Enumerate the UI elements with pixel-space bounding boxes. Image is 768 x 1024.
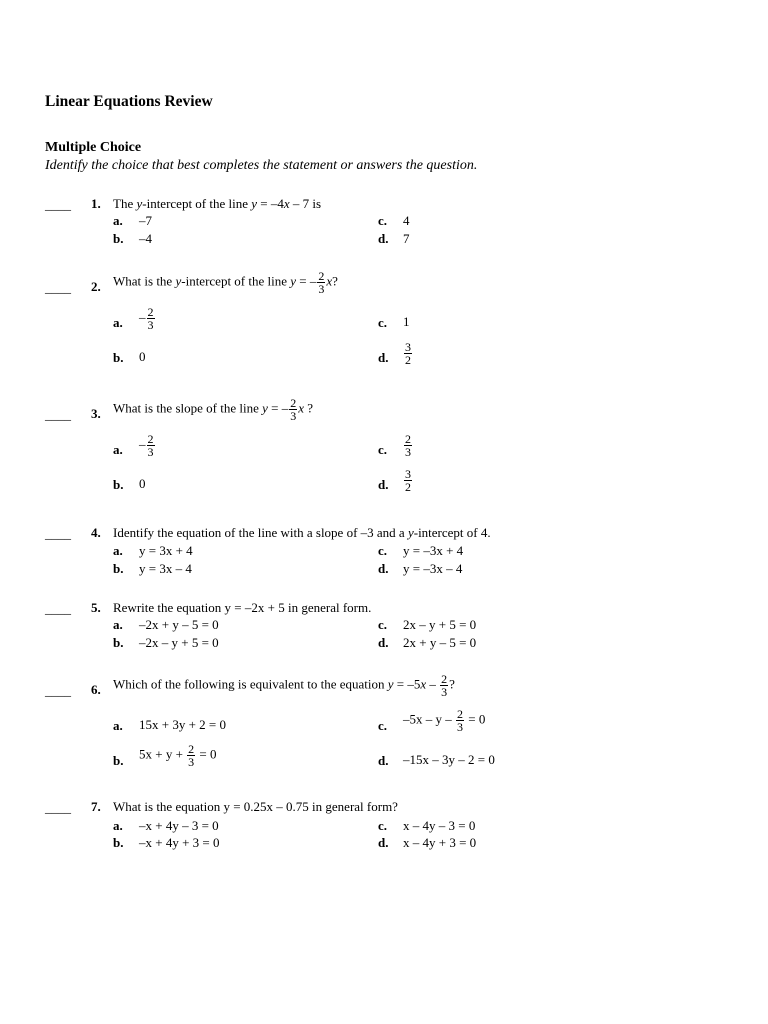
question-number: 2.	[91, 279, 101, 294]
option-c-label: c.	[378, 718, 388, 733]
option-d[interactable]: x – 4y + 3 = 0	[403, 835, 477, 850]
option-a[interactable]: –x + 4y – 3 = 0	[139, 818, 219, 833]
option-b[interactable]: y = 3x – 4	[139, 561, 192, 576]
option-b[interactable]: 0	[139, 476, 146, 491]
option-a-label: a.	[113, 213, 123, 228]
page-title: Linear Equations Review	[45, 93, 213, 110]
option-d[interactable]: $\frac{3}{2}$	[405, 467, 411, 494]
question-stem: The y-intercept of the line y = –4x – 7 is	[113, 196, 322, 211]
question-number: 4.	[91, 525, 101, 540]
answer-blank[interactable]: ____	[45, 526, 71, 541]
option-b-label: b.	[113, 231, 124, 246]
answer-blank[interactable]: ____	[45, 407, 71, 422]
answer-blank[interactable]: ____	[45, 683, 71, 698]
option-d-label: d.	[378, 477, 389, 492]
option-d[interactable]: y = –3x – 4	[403, 561, 463, 576]
section-heading: Multiple Choice	[45, 140, 142, 155]
question-stem: What is the y-intercept of the line y = – $\frac{2}{3}$ x?	[113, 269, 338, 296]
option-c-label: c.	[378, 213, 388, 228]
option-d-label: d.	[378, 561, 389, 576]
option-c[interactable]: 1	[403, 314, 410, 329]
instructions: Identify the choice that best completes the statement or answers the question.	[45, 158, 478, 173]
option-d-label: d.	[378, 635, 389, 650]
answer-blank[interactable]: ____	[45, 197, 71, 212]
option-d[interactable]: –15x – 3y – 2 = 0	[403, 752, 495, 767]
question-stem: What is the slope of the line y = – $\frac{2}{3}$ x ?	[113, 396, 314, 423]
answer-blank[interactable]: ____	[45, 800, 71, 815]
option-d[interactable]: $\frac{3}{2}$	[405, 340, 411, 367]
question-stem: What is the equation y = 0.25x – 0.75 in general form?	[113, 799, 398, 814]
option-a[interactable]: 15x + 3y + 2 = 0	[139, 717, 226, 732]
option-b[interactable]: –4	[139, 231, 152, 246]
question-stem: Which of the following is equivalent to the equation y = –5x – $\frac{2}{3}$ ?	[113, 672, 455, 699]
option-a[interactable]: – $\frac{2}{3}$	[139, 432, 154, 459]
option-b[interactable]: –2x – y + 5 = 0	[139, 635, 219, 650]
option-b[interactable]: 5x + y + $\frac{2}{3}$ = 0	[139, 742, 217, 769]
option-d[interactable]: 2x + y – 5 = 0	[403, 635, 477, 650]
question-number: 1.	[91, 196, 101, 211]
question-number: 3.	[91, 406, 101, 421]
question-number: 6.	[91, 682, 101, 697]
question-stem: Identify the equation of the line with a slope of –3 and a y-intercept of 4.	[113, 525, 491, 540]
option-a-label: a.	[113, 315, 123, 330]
fraction: $\frac{2}{3}$	[318, 269, 325, 296]
option-a-label: a.	[113, 718, 123, 733]
option-b[interactable]: –x + 4y + 3 = 0	[139, 835, 220, 850]
option-a-label: a.	[113, 617, 123, 632]
question-stem: Rewrite the equation y = –2x + 5 in general form.	[113, 600, 372, 615]
option-c[interactable]: $\frac{2}{3}$	[405, 432, 411, 459]
option-c-label: c.	[378, 315, 388, 330]
option-b-label: b.	[113, 477, 124, 492]
option-b[interactable]: 0	[139, 349, 146, 364]
option-b-label: b.	[113, 835, 124, 850]
option-d-label: d.	[378, 350, 389, 365]
option-c-label: c.	[378, 442, 388, 457]
option-d-label: d.	[378, 835, 389, 850]
answer-blank[interactable]: ____	[45, 280, 71, 295]
option-c[interactable]: 2x – y + 5 = 0	[403, 617, 477, 632]
option-a-label: a.	[113, 818, 123, 833]
question-number: 5.	[91, 600, 101, 615]
option-c[interactable]: x – 4y – 3 = 0	[403, 818, 476, 833]
option-d[interactable]: 7	[403, 231, 410, 246]
option-a[interactable]: –7	[139, 213, 152, 228]
option-c-label: c.	[378, 543, 388, 558]
option-c-label: c.	[378, 617, 388, 632]
option-a-label: a.	[113, 442, 123, 457]
option-c[interactable]: 4	[403, 213, 410, 228]
option-a[interactable]: y = 3x + 4	[139, 543, 193, 558]
option-d-label: d.	[378, 753, 389, 768]
option-b-label: b.	[113, 561, 124, 576]
option-b-label: b.	[113, 753, 124, 768]
option-a-label: a.	[113, 543, 123, 558]
option-d-label: d.	[378, 231, 389, 246]
option-a[interactable]: –2x + y – 5 = 0	[139, 617, 219, 632]
option-c[interactable]: –5x – y – $\frac{2}{3}$ = 0	[403, 707, 486, 734]
option-b-label: b.	[113, 635, 124, 650]
option-c-label: c.	[378, 818, 388, 833]
option-b-label: b.	[113, 350, 124, 365]
question-number: 7.	[91, 799, 101, 814]
option-c[interactable]: y = –3x + 4	[403, 543, 464, 558]
option-a[interactable]: – $\frac{2}{3}$	[139, 305, 154, 332]
answer-blank[interactable]: ____	[45, 601, 71, 616]
